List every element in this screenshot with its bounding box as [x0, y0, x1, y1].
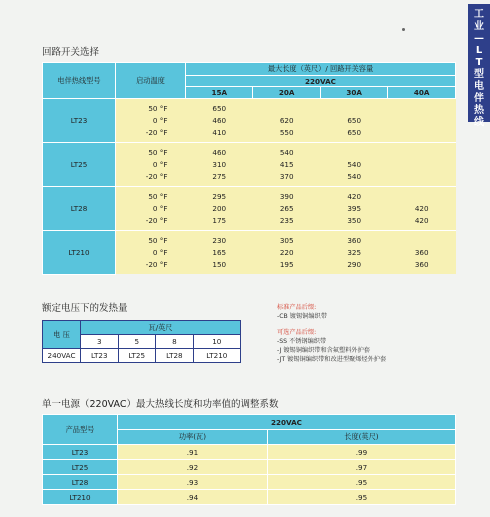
length-20a-cell	[253, 99, 320, 115]
header-amp-20: 20A	[253, 87, 320, 99]
length-30a-cell: 325	[320, 247, 387, 259]
length-factor-cell: .95	[267, 490, 455, 505]
length-15a-cell: 410	[186, 127, 253, 143]
category-char: 电	[474, 81, 484, 92]
length-40a-cell	[388, 115, 456, 127]
length-15a-cell: 650	[186, 99, 253, 115]
start-temp-cell: -20 °F	[116, 215, 186, 231]
length-20a-cell: 195	[253, 259, 320, 275]
start-temp-cell: 50 °F	[116, 143, 186, 159]
length-40a-cell	[388, 231, 456, 247]
length-40a-cell	[388, 159, 456, 171]
length-15a-cell: 275	[186, 171, 253, 187]
length-15a-cell: 295	[186, 187, 253, 203]
header-voltage-220: 220VAC	[118, 415, 456, 430]
length-30a-cell	[320, 143, 387, 159]
adjustment-table	[42, 414, 456, 505]
watt-value: 3	[81, 335, 119, 349]
start-temp-cell: 0 °F	[116, 115, 186, 127]
length-20a-cell: 415	[253, 159, 320, 171]
model-value: LT210	[193, 349, 240, 363]
start-temp-cell: -20 °F	[116, 127, 186, 143]
unit-label: 瓦/英尺	[81, 321, 241, 335]
suffix-notes	[277, 303, 386, 364]
length-30a-cell: 540	[320, 159, 387, 171]
voltage-label: 电 压	[43, 321, 81, 349]
model-cell: LT23	[43, 99, 116, 143]
power-factor-cell: .94	[118, 490, 268, 505]
length-30a-cell: 395	[320, 203, 387, 215]
circuit-breaker-table	[42, 62, 456, 275]
header-power: 功率(瓦)	[118, 430, 268, 445]
start-temp-cell: -20 °F	[116, 259, 186, 275]
length-30a-cell: 650	[320, 127, 387, 143]
header-start-temp: 启动温度	[116, 63, 186, 99]
length-40a-cell	[388, 99, 456, 115]
length-40a-cell: 360	[388, 259, 456, 275]
category-char: T	[475, 57, 483, 68]
length-20a-cell: 620	[253, 115, 320, 127]
model-value: LT28	[156, 349, 194, 363]
category-char: 线	[474, 117, 484, 128]
optional-suffix-item: -J 镀锡铜编织带和含氟塑料外护套	[277, 347, 370, 354]
voltage-row-label: 240VAC	[43, 349, 81, 363]
length-20a-cell: 305	[253, 231, 320, 247]
length-40a-cell: 420	[388, 215, 456, 231]
breaker-table-row	[43, 231, 456, 247]
power-factor-cell: .92	[118, 460, 268, 475]
header-model: 电伴热线型号	[43, 63, 116, 99]
length-40a-cell	[388, 127, 456, 143]
category-char: —	[474, 33, 484, 44]
category-char: 工	[474, 9, 484, 20]
header-voltage: 220VAC	[186, 76, 456, 87]
length-30a-cell	[320, 99, 387, 115]
optional-suffix-title: 可选产品后缀:	[277, 329, 317, 336]
model-cell: LT28	[43, 187, 116, 231]
length-factor-cell: .95	[267, 475, 455, 490]
start-temp-cell: 0 °F	[116, 203, 186, 215]
adjustment-heading: 单一电源（220VAC）最大热线长度和功率值的调整系数	[42, 399, 279, 410]
length-40a-cell	[388, 187, 456, 203]
breaker-table-row	[43, 99, 456, 115]
header-amp-30: 30A	[320, 87, 387, 99]
standard-suffix-title: 标准产品后缀:	[277, 304, 317, 311]
length-20a-cell: 265	[253, 203, 320, 215]
length-40a-cell	[388, 143, 456, 159]
header-amp-15: 15A	[186, 87, 253, 99]
product-model-cell: LT25	[43, 460, 118, 475]
start-temp-cell: -20 °F	[116, 171, 186, 187]
model-value: LT25	[118, 349, 156, 363]
length-15a-cell: 310	[186, 159, 253, 171]
header-max-length: 最大长度（英尺）/ 回路开关容量	[186, 63, 456, 76]
length-20a-cell: 550	[253, 127, 320, 143]
optional-suffix-item: -SS 不锈钢编织带	[277, 338, 327, 345]
length-30a-cell: 540	[320, 171, 387, 187]
start-temp-cell: 0 °F	[116, 159, 186, 171]
model-cell: LT210	[43, 231, 116, 275]
adjustment-table-row	[43, 460, 456, 475]
length-40a-cell: 360	[388, 247, 456, 259]
length-40a-cell: 420	[388, 203, 456, 215]
heat-output-heading: 额定电压下的发热量	[42, 303, 128, 314]
length-15a-cell: 460	[186, 115, 253, 127]
length-factor-cell: .97	[267, 460, 455, 475]
length-factor-cell: .99	[267, 445, 455, 460]
watt-value: 10	[193, 335, 240, 349]
power-factor-cell: .91	[118, 445, 268, 460]
optional-suffix-item: -JT 镀锡铜编织带和改进型聚烯烃外护套	[277, 356, 387, 363]
model-value: LT23	[81, 349, 119, 363]
length-20a-cell: 235	[253, 215, 320, 231]
product-model-cell: LT23	[43, 445, 118, 460]
heat-output-table	[42, 320, 241, 363]
adjustment-table-row	[43, 490, 456, 505]
adjustment-table-row	[43, 445, 456, 460]
length-15a-cell: 460	[186, 143, 253, 159]
standard-suffix-item: -CB 镀锡铜编织带	[277, 313, 327, 320]
length-15a-cell: 175	[186, 215, 253, 231]
adjustment-table-row	[43, 475, 456, 490]
header-length: 长度(英尺)	[267, 430, 455, 445]
header-product-model: 产品型号	[43, 415, 118, 445]
category-tab	[468, 4, 490, 128]
length-15a-cell: 200	[186, 203, 253, 215]
start-temp-cell: 0 °F	[116, 247, 186, 259]
length-20a-cell: 220	[253, 247, 320, 259]
breaker-table-row	[43, 187, 456, 203]
header-amp-40: 40A	[388, 87, 456, 99]
length-30a-cell: 420	[320, 187, 387, 203]
start-temp-cell: 50 °F	[116, 99, 186, 115]
product-model-cell: LT210	[43, 490, 118, 505]
length-20a-cell: 540	[253, 143, 320, 159]
model-cell: LT25	[43, 143, 116, 187]
category-char: 业	[474, 21, 484, 32]
length-15a-cell: 230	[186, 231, 253, 247]
length-30a-cell: 350	[320, 215, 387, 231]
breaker-table-row	[43, 143, 456, 159]
start-temp-cell: 50 °F	[116, 231, 186, 247]
circuit-breaker-heading: 回路开关选择	[42, 47, 100, 58]
power-factor-cell: .93	[118, 475, 268, 490]
length-40a-cell	[388, 171, 456, 187]
start-temp-cell: 50 °F	[116, 187, 186, 203]
page-mark	[402, 28, 405, 31]
category-char: 热	[474, 105, 484, 116]
length-30a-cell: 290	[320, 259, 387, 275]
category-char: 伴	[474, 93, 484, 104]
product-model-cell: LT28	[43, 475, 118, 490]
category-char: L	[475, 45, 483, 56]
length-20a-cell: 370	[253, 171, 320, 187]
length-20a-cell: 390	[253, 187, 320, 203]
watt-value: 5	[118, 335, 156, 349]
length-15a-cell: 165	[186, 247, 253, 259]
length-30a-cell: 650	[320, 115, 387, 127]
watt-value: 8	[156, 335, 194, 349]
length-15a-cell: 150	[186, 259, 253, 275]
category-char: 型	[474, 69, 484, 80]
length-30a-cell: 360	[320, 231, 387, 247]
